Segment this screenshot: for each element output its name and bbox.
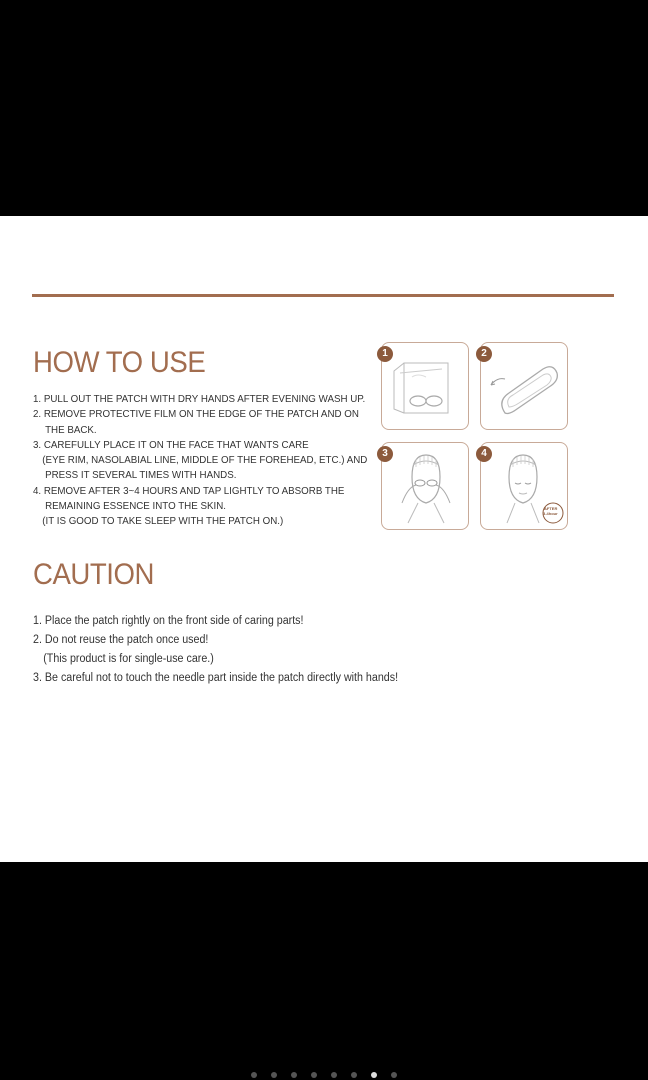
step-4-illustration: [480, 442, 568, 530]
step-line: 4. REMOVE AFTER 3~4 HOURS AND TAP LIGHTLY TO ABSORB THE: [33, 484, 345, 497]
bottom-letterbox: [0, 862, 648, 1080]
patch-tray-icon: [382, 343, 470, 431]
step-2-illustration: [480, 342, 568, 430]
caution-title: CAUTION: [33, 558, 154, 591]
step-3-illustration: [381, 442, 469, 530]
carousel-dot[interactable]: [271, 1072, 277, 1078]
carousel-dot-active[interactable]: [371, 1072, 377, 1078]
caution-line: 2. Do not reuse the patch once used!: [33, 634, 209, 646]
carousel-dot[interactable]: [351, 1072, 357, 1078]
divider-rule: [32, 294, 614, 297]
carousel-dot[interactable]: [311, 1072, 317, 1078]
caution-list: [33, 612, 433, 688]
top-letterbox: [0, 0, 648, 216]
step-badge: 4: [476, 446, 492, 462]
step-line: PRESS IT SEVERAL TIMES WITH HANDS.: [45, 469, 237, 482]
carousel-dots: [0, 1072, 648, 1080]
face-apply-icon: [382, 443, 470, 531]
step-line: 2. REMOVE PROTECTIVE FILM ON THE EDGE OF THE PATCH AND ON: [33, 408, 359, 421]
step-line: 1. PULL OUT THE PATCH WITH DRY HANDS AFTER EVENING WASH UP.: [33, 393, 366, 405]
carousel-dot[interactable]: [291, 1072, 297, 1078]
step-1-illustration: [381, 342, 469, 430]
step-badge: 3: [377, 446, 393, 462]
step-line: (EYE RIM, NASOLABIAL LINE, MIDDLE OF THE FOREHEAD, ETC.) AND: [42, 454, 368, 467]
after-sub-label: 3-4hour: [543, 511, 558, 516]
carousel-dot[interactable]: [391, 1072, 397, 1078]
caution-line: 1. Place the patch rightly on the front side of caring parts!: [33, 615, 304, 627]
step-line: (IT IS GOOD TO TAKE SLEEP WITH THE PATCH ON.): [42, 515, 284, 528]
face-after-icon: [481, 443, 569, 531]
after-label: AFTER: [544, 506, 558, 511]
carousel-dot[interactable]: [251, 1072, 257, 1078]
how-to-use-steps: [33, 392, 368, 530]
how-to-use-title: HOW TO USE: [33, 346, 206, 379]
product-info-image: [0, 216, 648, 862]
step-badge: 1: [377, 346, 393, 362]
step-line: REMAINING ESSENCE INTO THE SKIN.: [45, 500, 226, 513]
step-line: THE BACK.: [45, 423, 97, 436]
carousel-dot[interactable]: [331, 1072, 337, 1078]
caution-line: (This product is for single-use care.): [43, 653, 214, 665]
peel-patch-icon: [481, 343, 569, 431]
caution-line: 3. Be careful not to touch the needle part inside the patch directly with hands!: [33, 672, 399, 684]
step-badge: 2: [476, 346, 492, 362]
step-line: 3. CAREFULLY PLACE IT ON THE FACE THAT WANTS CARE: [33, 438, 309, 451]
